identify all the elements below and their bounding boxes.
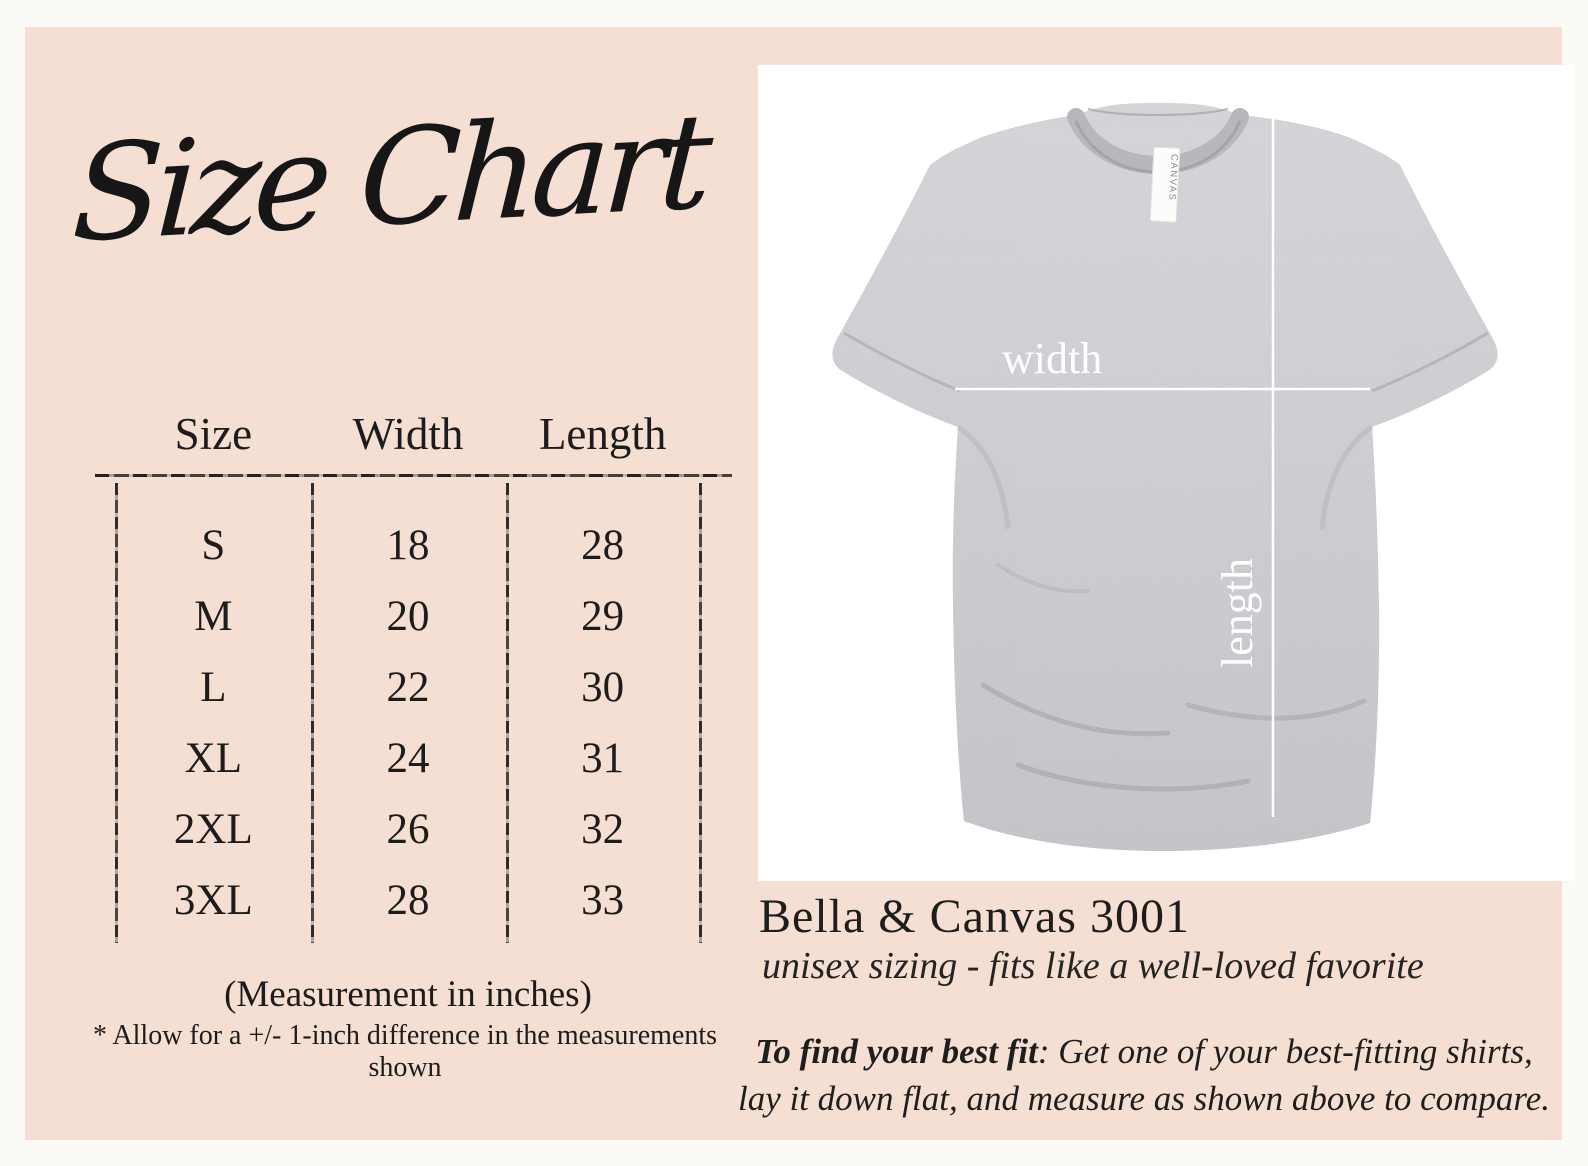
length-cell: 28: [581, 522, 625, 569]
width-cell: 18: [386, 522, 430, 569]
column-header-size: Size: [174, 409, 253, 459]
fit-tip-lead: To find your best fit: [755, 1032, 1038, 1071]
collar-tag-label: CANVAS: [1166, 153, 1180, 202]
width-cell: 22: [386, 664, 430, 711]
length-label: length: [1213, 558, 1262, 668]
fit-tip-rest: : Get one of your best-fitting shirts,: [1037, 1032, 1533, 1071]
table-row: [116, 652, 700, 723]
width-label: width: [1002, 334, 1103, 383]
length-cell: 33: [581, 877, 625, 924]
width-cell: 28: [386, 877, 430, 924]
width-cell: 20: [386, 593, 430, 640]
tshirt-photo: [758, 65, 1574, 881]
size-cell: S: [201, 522, 226, 569]
size-cell: M: [194, 593, 233, 640]
size-cell: 3XL: [173, 877, 253, 924]
table-row: [116, 794, 700, 865]
fit-tip-line2: lay it down flat, and measure as shown above to compare.: [737, 1078, 1551, 1118]
length-cell: 29: [581, 593, 625, 640]
fit-tip: [730, 1029, 1558, 1122]
tshirt-illustration: [758, 65, 1574, 881]
tolerance-footnote: * Allow for a +/- 1-inch difference in the measurements shown: [92, 1020, 718, 1083]
table-header-rule: [95, 474, 732, 477]
page-title: Size Chart: [68, 84, 710, 273]
table-row: [116, 865, 700, 936]
size-table-header: [116, 403, 700, 465]
table-row: [116, 581, 700, 652]
width-cell: 24: [386, 735, 430, 782]
length-cell: 32: [581, 806, 625, 853]
length-cell: 31: [581, 735, 625, 782]
size-cell: XL: [184, 735, 242, 782]
measurement-units-note: (Measurement in inches): [224, 974, 592, 1015]
column-header-width: Width: [352, 409, 464, 459]
collar-tag: [1150, 147, 1180, 222]
length-cell: 30: [581, 664, 625, 711]
size-table-body: [116, 510, 700, 936]
product-name: Bella & Canvas 3001: [759, 890, 1190, 943]
width-cell: 26: [386, 806, 430, 853]
fit-tip-line1: [730, 1029, 1558, 1076]
table-row: [116, 723, 700, 794]
table-row: [116, 510, 700, 581]
pink-panel: [25, 27, 1562, 1140]
product-tagline: unisex sizing - fits like a well-loved favorite: [762, 945, 1424, 987]
size-cell: 2XL: [173, 806, 253, 853]
column-header-length: Length: [538, 409, 667, 459]
size-cell: L: [200, 664, 227, 711]
